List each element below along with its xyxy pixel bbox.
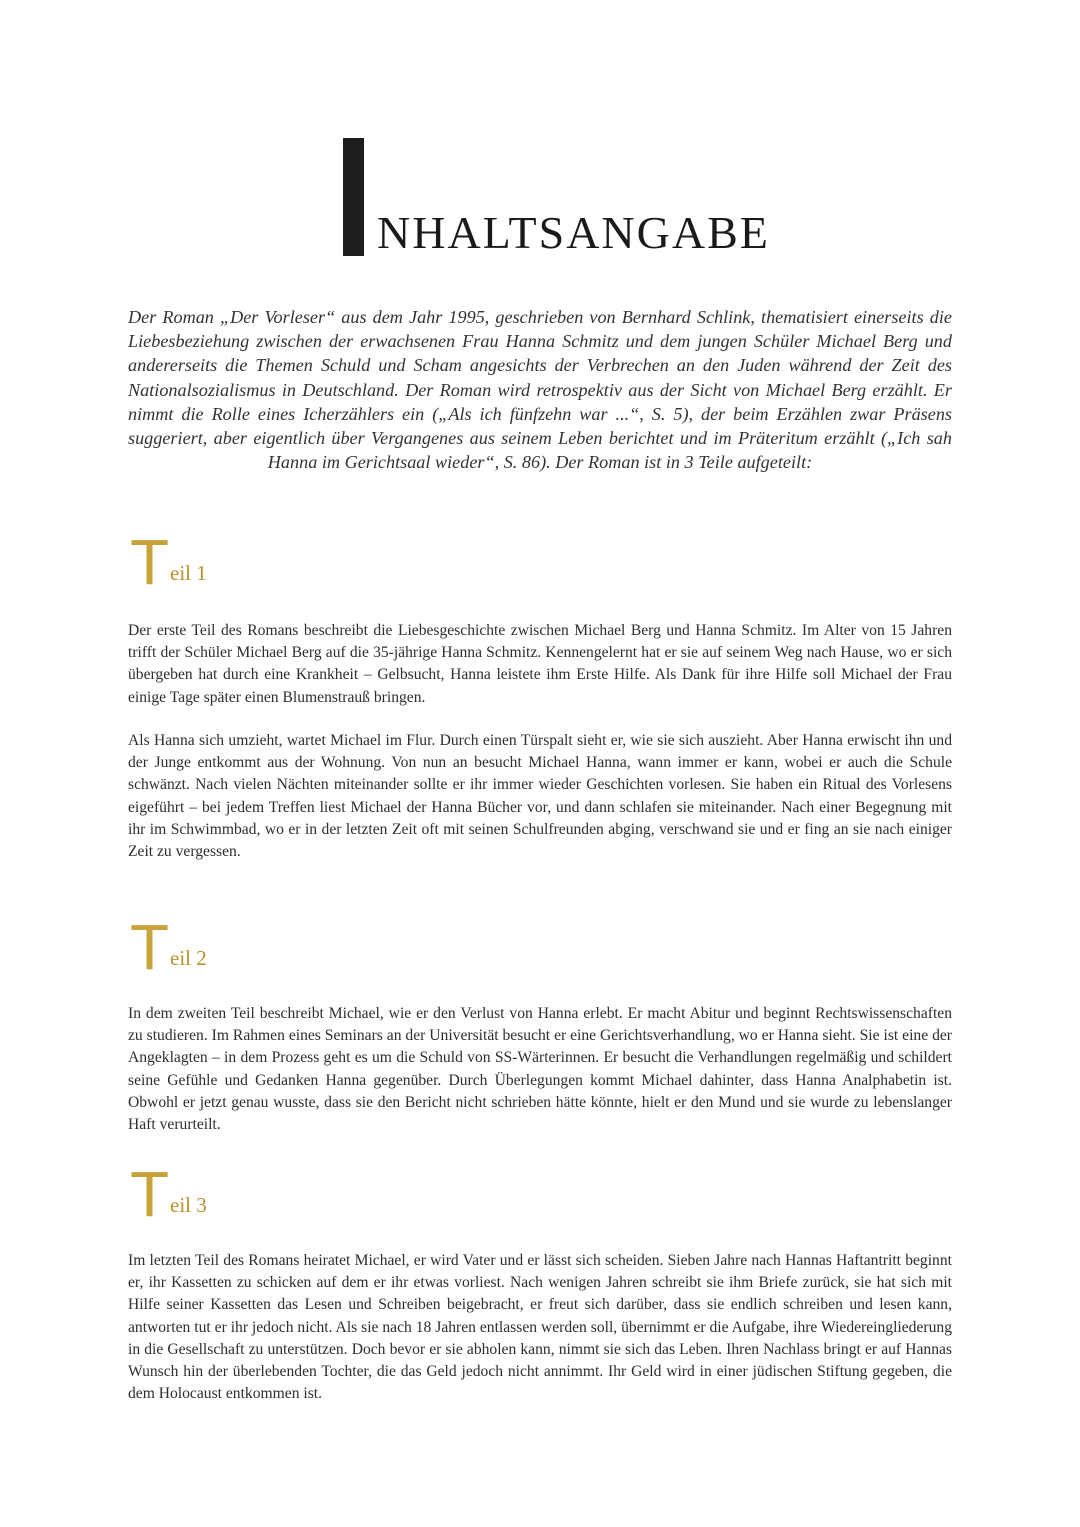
intro-paragraph: Der Roman „Der Vorleser“ aus dem Jahr 1995, geschrieben von Bernhard Schlink, thematisiert einerseits die Liebesbeziehung zwischen der erwachsenen Frau Hanna Schmitz und dem jungen Schüler Michael Berg und andererseits die Themen Schuld und Scham angesichts der Verbrechen an den Juden während der Zeit des Nationalsozialismus in Deutschland. Der Roman wird retrospektiv aus der Sicht von Michael Berg erzählt. Er nimmt die Rolle eines Icherzählers ein („Als ich fünfzehn war ...“, S. 5), der beim Erzählen zwar Präsens suggeriert, aber eigentlich über Vergangenes aus seinem Leben berichtet und im Präteritum erzählt („Ich sah Hanna im Gerichtsaal wieder“, S. 86). Der Roman ist in 3 Teile aufgeteilt: — [128, 307, 952, 473]
title-initial-bar — [343, 138, 364, 256]
paragraph-teil-2: In dem zweiten Teil beschreibt Michael, wie er den Verlust von Hanna erlebt. Er macht Abitur und beginnt Rechtswissenschaften zu studieren. Im Rahmen eines Seminars an der Universität besucht er eine Gerichtsverhandlung, wo er Hanna sieht. Sie ist eine der Angeklagten – in dem Prozess geht es um die Schuld von SS-Wärterinnen. Er besucht die Verhandlungen regelmäßig und schildert seine Gefühle und Gedanken Hanna gegenüber. Durch Überlegungen kommt Michael dahinter, dass Hanna Analphabetin ist. Obwohl er jetzt genau wusste, dass sie den Bericht nicht schrieben hätte könnte, hielt er den Mund und sie wurde zu lebenslanger Haft verurteilt. — [128, 1005, 952, 1134]
section-heading-teil-1 — [130, 526, 430, 598]
paragraph-teil-3: Im letzten Teil des Romans heiratet Michael, er wird Vater und er lässt sich scheiden. Sieben Jahre nach Hannas Haftantritt beginnt er, ihr Kassetten zu schicken auf dem er ihr etwas vorliest. Nach wenigen Jahren schreibt sie ihm Briefe zurück, sie hat sich mit Hilfe seiner Kassetten das Lesen und Schreiben beigebracht, er freut sich darüber, dass sie endlich schreiben und lesen kann, antworten tut er ihr jedoch nicht. Als sie nach 18 Jahren entlassen werden soll, übernimmt er die Aufgabe, ihre Wiedereingliederung in die Gesellschaft zu unterstützen. Doch bevor er sie abholen kann, nimmt sie sich das Leben. Ihren Nachlass bringt er auf Hannas Wunsch hin der überlebenden Tochter, die das Geld jedoch nicht annimmt. Ihr Geld wird in einer jüdischen Stiftung gegeben, die dem Holocaust entkommen ist. — [128, 1252, 952, 1403]
heading-initial: T — [130, 1158, 170, 1230]
page-title — [343, 138, 823, 262]
title-text: NHALTSANGABE — [377, 207, 770, 258]
heading-initial: T — [130, 911, 170, 983]
paragraph-teil-1-a: Der erste Teil des Romans beschreibt die Liebesgeschichte zwischen Michael Berg und Hanna Schmitz. Im Alter von 15 Jahren trifft der Schüler Michael Berg auf die 35-jährige Hanna Schmitz. Kennengelernt hat er sie auf seinem Weg nach Hause, wo er sich übergeben hat durch eine Krankheit – Gelbsucht, Hanna leistete ihm Erste Hilfe. Als Dank für ihre Hilfe soll Michael der Frau einige Tage später einen Blumenstrauß bringen. — [128, 622, 952, 706]
heading-text: eil 2 — [170, 946, 207, 970]
section-heading-teil-2 — [130, 911, 430, 983]
heading-initial: T — [130, 526, 170, 598]
heading-text: eil 3 — [170, 1193, 207, 1217]
section-heading-teil-3 — [130, 1158, 430, 1230]
paragraph-teil-1-b: Als Hanna sich umzieht, wartet Michael im Flur. Durch einen Türspalt sieht er, wie sie sich auszieht. Aber Hanna erwischt ihn und der Junge entkommt aus der Wohnung. Von nun an besucht Michael Hanna, wann immer er kann, wobei er auch die Schule schwänzt. Nach vielen Nächten miteinander sollte er ihr immer wieder Geschichten vorlesen. Sie haben ein Ritual des Vorlesens eigeführt – bei jedem Treffen liest Michael der Hanna Bücher vor, und dann schlafen sie miteinander. Nach einer Begegnung mit ihr im Schwimmbad, wo er in der letzten Zeit oft mit seinen Schulfreunden abging, verschwand sie und er fing an sie nach einiger Zeit zu vergessen. — [128, 732, 952, 861]
heading-text: eil 1 — [170, 561, 207, 585]
